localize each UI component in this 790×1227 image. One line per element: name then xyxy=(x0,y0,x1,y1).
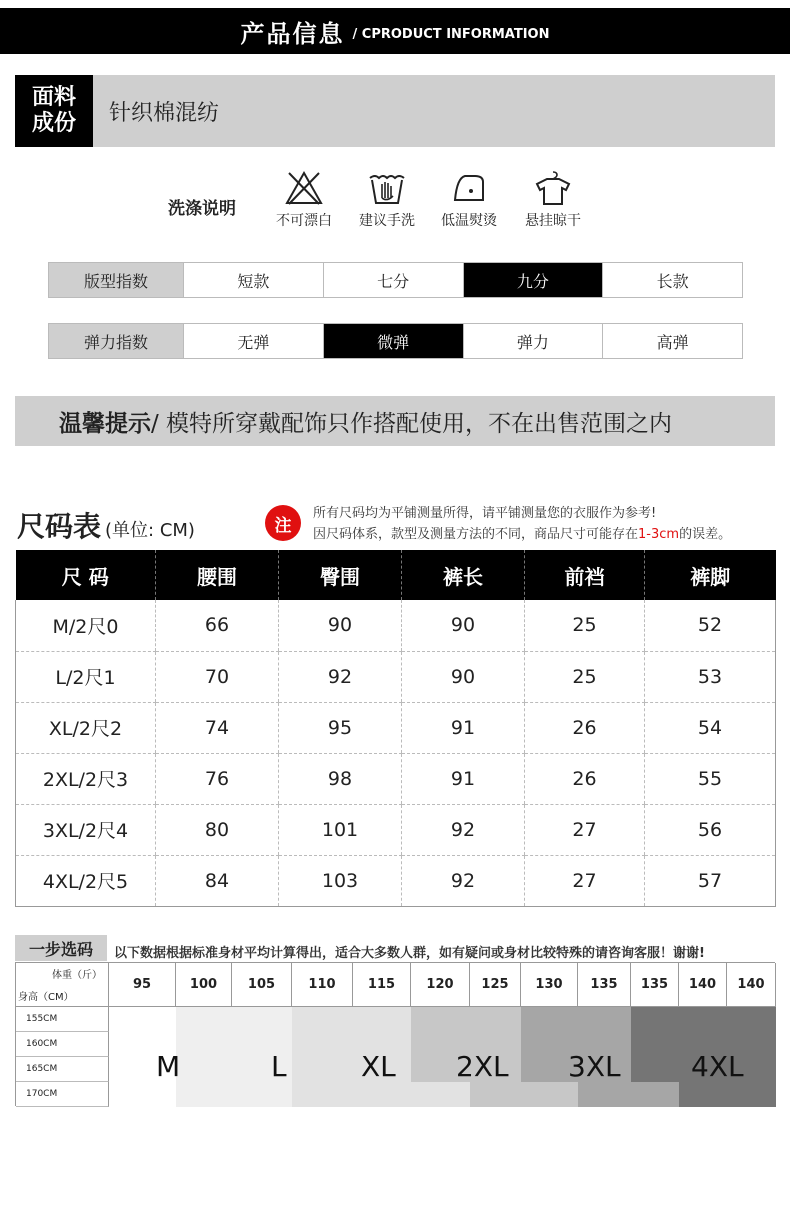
table-cell: 25 xyxy=(525,651,645,702)
table-cell: 70 xyxy=(156,651,279,702)
size-chart-title: 尺码表 xyxy=(17,510,102,543)
no-bleach-icon xyxy=(284,170,324,206)
height-cell: 170CM xyxy=(16,1082,109,1107)
table-cell: L/2尺1 xyxy=(16,651,156,702)
note-line-2-red: 1-3cm xyxy=(638,527,680,542)
wash-item-hand-wash xyxy=(342,170,432,230)
size-guide-note: 以下数据根据标准身材平均计算得出，适合大多数人群，如有疑问或身材比较特殊的请咨询客服！谢谢! xyxy=(114,946,705,961)
col-waist: 腰围 xyxy=(156,550,279,600)
fabric-tag: 面料成份 xyxy=(15,75,93,147)
weight-cell: 95 xyxy=(109,963,176,1007)
height-label: 身高（CM） xyxy=(18,992,74,1003)
note-line-1: 所有尺码均为平铺测量所得，请平铺测量您的衣服作为参考! xyxy=(313,506,657,521)
table-cell: 90 xyxy=(402,651,525,702)
table-cell: 84 xyxy=(156,855,279,906)
tip-title: 温馨提示 xyxy=(59,410,151,437)
tip-bar xyxy=(15,396,775,446)
wash-instructions xyxy=(0,170,790,240)
hang-dry-icon xyxy=(533,170,573,206)
note-line-2-b: 的误差。 xyxy=(679,527,732,542)
table-cell: 53 xyxy=(645,651,776,702)
table-cell: 26 xyxy=(525,702,645,753)
table-cell: M/2尺0 xyxy=(16,600,156,651)
col-hem: 裤脚 xyxy=(645,550,776,600)
size-zone-label: XL xyxy=(361,1050,396,1083)
table-cell: 91 xyxy=(402,702,525,753)
hand-wash-icon xyxy=(367,170,407,206)
size-zone-label: 3XL xyxy=(568,1050,621,1083)
table-cell: 3XL/2尺4 xyxy=(16,804,156,855)
note-badge: 注 xyxy=(265,505,301,541)
table-cell: 4XL/2尺5 xyxy=(16,855,156,906)
fit-option-nine: 九分 xyxy=(463,263,603,297)
table-cell: 95 xyxy=(279,702,402,753)
table-cell: 55 xyxy=(645,753,776,804)
size-guide-grid xyxy=(15,962,775,1106)
table-cell: 92 xyxy=(402,804,525,855)
stretch-option-slight: 微弹 xyxy=(323,324,463,358)
tip-text: / 模特所穿戴配饰只作搭配使用，不在出售范围之内 xyxy=(151,410,673,437)
table-cell: 66 xyxy=(156,600,279,651)
table-cell: 57 xyxy=(645,855,776,906)
fit-option-long: 长款 xyxy=(602,263,742,297)
table-cell: 26 xyxy=(525,753,645,804)
size-chart-note xyxy=(313,503,731,545)
col-length: 裤长 xyxy=(402,550,525,600)
col-hip: 臀围 xyxy=(279,550,402,600)
stretch-index-label: 弹力指数 xyxy=(49,324,183,358)
note-line-2-a: 因尺码体系，款型及测量方法的不同，商品尺寸可能存在 xyxy=(313,527,639,542)
table-cell: 98 xyxy=(279,753,402,804)
fit-option-seven: 七分 xyxy=(323,263,463,297)
weight-cell: 135 xyxy=(631,963,679,1007)
fabric-row xyxy=(15,75,775,147)
table-cell: 25 xyxy=(525,600,645,651)
table-cell: 90 xyxy=(402,600,525,651)
stretch-option-none: 无弹 xyxy=(183,324,323,358)
header-subtitle: / CPRODUCT INFORMATION xyxy=(352,26,550,42)
size-zone xyxy=(470,1082,578,1107)
height-cell: 165CM xyxy=(16,1057,109,1082)
col-size: 尺 码 xyxy=(16,550,156,600)
table-cell: XL/2尺2 xyxy=(16,702,156,753)
weight-cell: 110 xyxy=(292,963,353,1007)
weight-cell: 135 xyxy=(578,963,631,1007)
table-row xyxy=(16,600,776,651)
guide-corner xyxy=(16,963,109,1007)
header-title: 产品信息 xyxy=(240,19,345,48)
table-cell: 54 xyxy=(645,702,776,753)
col-rise: 前裆 xyxy=(525,550,645,600)
size-chart-heading xyxy=(17,505,195,545)
table-cell: 27 xyxy=(525,804,645,855)
size-zone xyxy=(578,1082,679,1107)
wash-label: 低温熨烫 xyxy=(441,213,497,229)
wash-label: 不可漂白 xyxy=(276,213,332,229)
size-chart-unit: (单位: CM) xyxy=(105,520,195,541)
weight-cell: 105 xyxy=(232,963,292,1007)
fit-index-row xyxy=(48,262,743,298)
size-zone-label: L xyxy=(271,1050,287,1083)
stretch-option-high: 高弹 xyxy=(602,324,742,358)
table-cell: 92 xyxy=(279,651,402,702)
fit-index-label: 版型指数 xyxy=(49,263,183,297)
height-cell: 160CM xyxy=(16,1032,109,1057)
table-cell: 52 xyxy=(645,600,776,651)
weight-cell: 115 xyxy=(353,963,411,1007)
table-cell: 103 xyxy=(279,855,402,906)
height-cell: 155CM xyxy=(16,1007,109,1032)
wash-title: 洗涤说明 xyxy=(168,199,236,219)
size-zone-label: M xyxy=(156,1050,181,1083)
table-cell: 27 xyxy=(525,855,645,906)
size-guide-title: 一步选码 xyxy=(15,935,107,961)
wash-item-no-bleach xyxy=(259,170,349,230)
table-cell: 2XL/2尺3 xyxy=(16,753,156,804)
stretch-index-row xyxy=(48,323,743,359)
table-cell: 80 xyxy=(156,804,279,855)
weight-cell: 100 xyxy=(176,963,232,1007)
weight-cell: 130 xyxy=(521,963,578,1007)
size-zone-label: 2XL xyxy=(456,1050,509,1083)
header-bar xyxy=(0,8,790,54)
fit-option-short: 短款 xyxy=(183,263,323,297)
table-row xyxy=(16,753,776,804)
table-cell: 76 xyxy=(156,753,279,804)
fabric-value: 针织棉混纺 xyxy=(109,100,220,126)
table-row xyxy=(16,804,776,855)
size-table xyxy=(15,550,776,907)
table-cell: 92 xyxy=(402,855,525,906)
size-table-header xyxy=(16,550,776,600)
table-row xyxy=(16,702,776,753)
low-iron-icon xyxy=(449,170,489,206)
size-zone xyxy=(292,1082,470,1107)
size-zone-label: 4XL xyxy=(691,1050,744,1083)
weight-cell: 140 xyxy=(727,963,776,1007)
weight-cell: 140 xyxy=(679,963,727,1007)
table-cell: 74 xyxy=(156,702,279,753)
stretch-option-stretch: 弹力 xyxy=(463,324,603,358)
wash-item-hang-dry xyxy=(508,170,598,230)
note-line-2 xyxy=(313,524,731,545)
table-cell: 90 xyxy=(279,600,402,651)
wash-label: 建议手洗 xyxy=(359,213,415,229)
table-cell: 91 xyxy=(402,753,525,804)
table-row xyxy=(16,855,776,906)
table-cell: 101 xyxy=(279,804,402,855)
table-cell: 56 xyxy=(645,804,776,855)
weight-cell: 125 xyxy=(470,963,521,1007)
table-row xyxy=(16,651,776,702)
wash-label: 悬挂晾干 xyxy=(525,213,581,229)
wash-item-low-iron xyxy=(424,170,514,230)
weight-cell: 120 xyxy=(411,963,470,1007)
weight-label: 体重（斤） xyxy=(52,970,102,981)
